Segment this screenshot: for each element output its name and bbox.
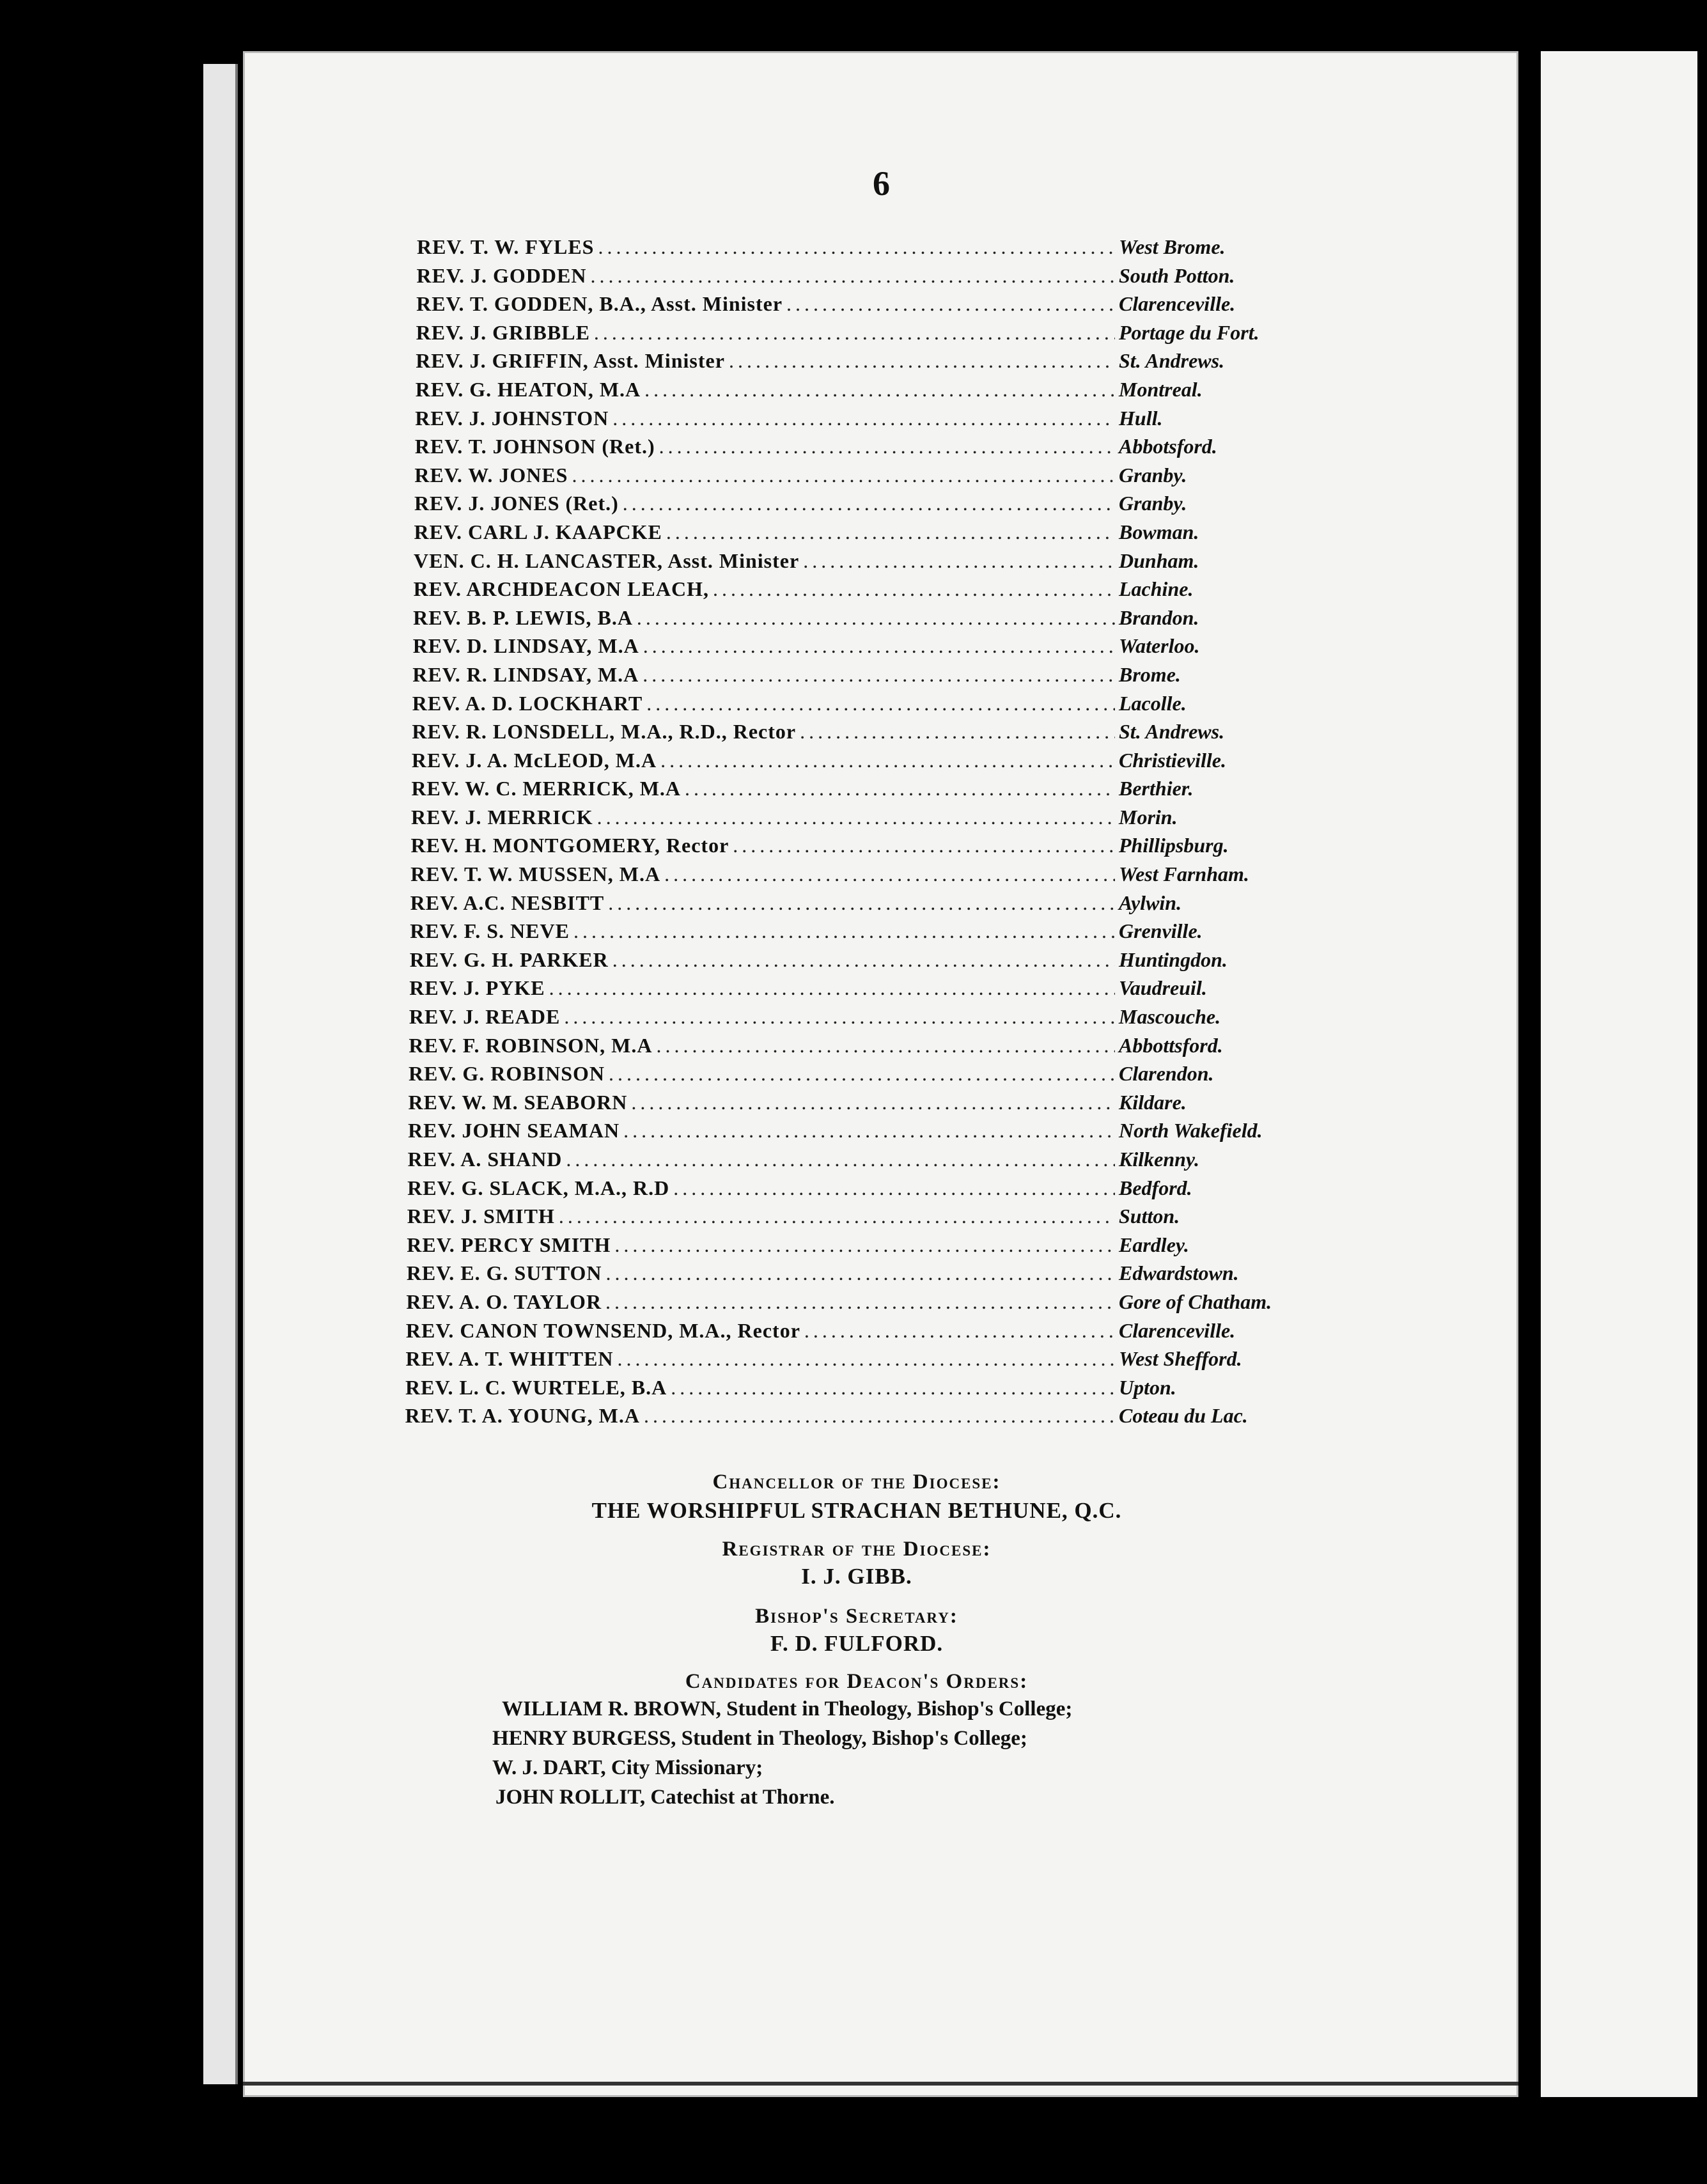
dot-leader bbox=[664, 862, 1115, 886]
clergy-place: Clarendon. bbox=[1119, 1062, 1214, 1086]
clergy-row bbox=[415, 435, 1304, 464]
dot-leader bbox=[713, 577, 1115, 601]
dot-leader bbox=[606, 1261, 1116, 1285]
clergy-name: REV. CARL J. KAAPCKE bbox=[414, 520, 662, 543]
clergy-row bbox=[407, 1176, 1304, 1205]
clergy-row bbox=[414, 520, 1305, 549]
clergy-row bbox=[405, 1347, 1304, 1376]
clergy-place: Edwardstown. bbox=[1119, 1261, 1239, 1285]
clergy-row bbox=[413, 634, 1304, 663]
dot-leader bbox=[605, 1290, 1115, 1314]
clergy-name: REV. F. ROBINSON, M.A bbox=[409, 1033, 653, 1057]
dot-leader bbox=[573, 919, 1115, 943]
clergy-row bbox=[416, 349, 1304, 378]
clergy-row bbox=[406, 1319, 1304, 1348]
dot-leader bbox=[559, 1205, 1115, 1228]
candidates-heading-wrap bbox=[409, 1670, 1304, 1694]
clergy-row bbox=[415, 407, 1304, 435]
clergy-place: Clarenceville. bbox=[1119, 292, 1236, 316]
clergy-name: REV. B. P. LEWIS, B.A bbox=[413, 605, 633, 629]
clergy-row bbox=[408, 1119, 1304, 1148]
clergy-row bbox=[412, 692, 1304, 721]
clergy-place: Brandon. bbox=[1119, 605, 1199, 629]
clergy-row bbox=[412, 749, 1304, 777]
secretary-heading: Bishop's Secretary: bbox=[755, 1605, 958, 1628]
clergy-place: Waterloo. bbox=[1119, 634, 1200, 658]
clergy-row bbox=[410, 948, 1304, 977]
dot-leader bbox=[786, 292, 1115, 316]
dot-leader bbox=[609, 1062, 1115, 1086]
dot-leader bbox=[656, 1034, 1115, 1057]
secretary-name: F. D. FULFORD. bbox=[770, 1631, 944, 1656]
clergy-row bbox=[412, 663, 1304, 692]
previous-page-edge bbox=[203, 64, 238, 2084]
clergy-row bbox=[416, 292, 1304, 321]
clergy-name: REV. G. SLACK, M.A., R.D bbox=[407, 1176, 670, 1199]
clergy-row bbox=[407, 1233, 1304, 1262]
dot-leader bbox=[590, 264, 1115, 288]
clergy-place: Mascouche. bbox=[1119, 1005, 1221, 1029]
clergy-place: Lachine. bbox=[1119, 577, 1194, 601]
clergy-name: REV. PERCY SMITH bbox=[407, 1233, 611, 1256]
clergy-place: Berthier. bbox=[1119, 777, 1194, 800]
dot-leader bbox=[643, 634, 1115, 658]
clergy-name: REV. G. H. PARKER bbox=[409, 948, 609, 971]
clergy-name: REV. L. C. WURTELE, B.A bbox=[405, 1375, 667, 1399]
dot-leader bbox=[612, 948, 1115, 972]
clergy-row bbox=[405, 1404, 1304, 1433]
clergy-place: Bedford. bbox=[1119, 1176, 1192, 1199]
clergy-name: REV. A.C. NESBITT bbox=[410, 891, 605, 914]
dot-leader bbox=[598, 235, 1115, 259]
clergy-name: REV. H. MONTGOMERY, Rector bbox=[410, 834, 729, 857]
dot-leader bbox=[666, 520, 1115, 544]
dot-leader bbox=[660, 749, 1115, 772]
clergy-row bbox=[405, 1376, 1304, 1405]
clergy-row bbox=[414, 464, 1304, 492]
dot-leader bbox=[572, 464, 1115, 487]
dot-leader bbox=[644, 1404, 1115, 1428]
clergy-row bbox=[411, 777, 1304, 806]
clergy-name: REV. J. MERRICK bbox=[411, 805, 593, 829]
clergy-place: Grenville. bbox=[1119, 919, 1203, 943]
clergy-name: REV. T. W. MUSSEN, M.A bbox=[410, 862, 661, 886]
clergy-name: REV. J. GODDEN bbox=[416, 263, 587, 287]
clergy-name: REV. CANON TOWNSEND, M.A., Rector bbox=[405, 1318, 800, 1342]
clergy-place: Brome. bbox=[1119, 662, 1181, 686]
dot-leader bbox=[729, 349, 1115, 373]
next-page-edge bbox=[1541, 51, 1697, 2097]
clergy-name: REV. J. PYKE bbox=[409, 976, 545, 1000]
clergy-place: Montreal. bbox=[1119, 377, 1203, 401]
clergy-name: REV. W. M. SEABORN bbox=[408, 1090, 628, 1114]
clergy-place: Phillipsburg. bbox=[1119, 834, 1229, 857]
clergy-row bbox=[409, 1005, 1304, 1034]
dot-leader bbox=[637, 606, 1115, 630]
clergy-name: REV. T. W. FYLES bbox=[417, 235, 595, 258]
clergy-row bbox=[413, 606, 1304, 635]
dot-leader bbox=[646, 692, 1115, 715]
dot-leader bbox=[623, 492, 1115, 515]
clergy-name: REV. J. SMITH bbox=[407, 1205, 555, 1228]
clergy-place: Christieville. bbox=[1119, 748, 1226, 772]
clergy-name: REV. J. JONES (Ret.) bbox=[414, 492, 619, 515]
clergy-place: Morin. bbox=[1119, 805, 1178, 829]
dot-leader bbox=[673, 1176, 1115, 1200]
clergy-name: REV. R. LONSDELL, M.A., R.D., Rector bbox=[412, 720, 797, 744]
clergy-name: REV. A. D. LOCKHART bbox=[412, 691, 643, 715]
clergy-name: REV. F. S. NEVE bbox=[410, 919, 570, 943]
clergy-name: REV. J. READE bbox=[409, 1005, 561, 1029]
clergy-row bbox=[416, 321, 1304, 350]
clergy-name: REV. A. SHAND bbox=[407, 1148, 563, 1171]
clergy-name: REV. G. ROBINSON bbox=[408, 1062, 605, 1086]
clergy-name: REV. T. GODDEN, B.A., Asst. Minister bbox=[416, 292, 783, 316]
dot-leader bbox=[804, 1319, 1115, 1343]
clergy-place: St. Andrews. bbox=[1119, 349, 1225, 373]
clergy-row bbox=[417, 235, 1304, 264]
dot-leader bbox=[631, 1091, 1115, 1114]
clergy-row bbox=[407, 1205, 1304, 1233]
clergy-place: Portage du Fort. bbox=[1119, 320, 1259, 344]
dot-leader bbox=[614, 1233, 1115, 1257]
clergy-place: Kildare. bbox=[1119, 1090, 1187, 1114]
dot-leader bbox=[623, 1119, 1115, 1143]
clergy-place: Eardley. bbox=[1119, 1233, 1189, 1256]
clergy-name: REV. G. HEATON, M.A bbox=[415, 377, 641, 401]
clergy-place: St. Andrews. bbox=[1119, 720, 1225, 744]
clergy-row bbox=[410, 919, 1304, 948]
dot-leader bbox=[644, 378, 1115, 402]
clergy-row bbox=[408, 1148, 1304, 1176]
page-bottom-rule bbox=[243, 2082, 1518, 2086]
clergy-place: Gore of Chatham. bbox=[1119, 1290, 1272, 1313]
clergy-row bbox=[409, 976, 1304, 1005]
registrar-name: I. J. GIBB. bbox=[801, 1564, 912, 1589]
clergy-name: REV. J. JOHNSTON bbox=[415, 406, 609, 430]
chancellor-name: THE WORSHIPFUL STRACHAN BETHUNE, Q.C. bbox=[591, 1498, 1122, 1523]
clergy-place: Clarenceville. bbox=[1119, 1318, 1236, 1342]
clergy-place: West Farnham. bbox=[1119, 862, 1249, 886]
clergy-name: REV. ARCHDEACON LEACH, bbox=[413, 577, 709, 601]
clergy-place: Sutton. bbox=[1119, 1205, 1180, 1228]
dot-leader bbox=[803, 549, 1115, 573]
clergy-place: Abbotsford. bbox=[1119, 435, 1217, 458]
candidate-line: HENRY BURGESS, Student in Theology, Bishop's College; bbox=[492, 1727, 1027, 1750]
clergy-list bbox=[405, 235, 1304, 1433]
clergy-name: VEN. C. H. LANCASTER, Asst. Minister bbox=[414, 549, 800, 572]
clergy-row bbox=[411, 834, 1304, 862]
clergy-place: Abbottsford. bbox=[1119, 1033, 1223, 1057]
dot-leader bbox=[549, 976, 1115, 1000]
clergy-row bbox=[407, 1261, 1304, 1290]
clergy-place: Hull. bbox=[1119, 406, 1163, 430]
clergy-place: Upton. bbox=[1119, 1375, 1176, 1399]
candidate-line: JOHN ROLLIT, Catechist at Thorne. bbox=[495, 1786, 835, 1809]
clergy-name: REV. W. C. MERRICK, M.A bbox=[411, 777, 681, 800]
candidate-line: W. J. DART, City Missionary; bbox=[492, 1756, 763, 1779]
clergy-place: North Wakefield. bbox=[1119, 1119, 1263, 1143]
clergy-row bbox=[409, 1091, 1305, 1119]
dot-leader bbox=[608, 891, 1115, 915]
clergy-place: Granby. bbox=[1119, 463, 1187, 487]
clergy-row bbox=[417, 264, 1304, 293]
clergy-place: West Shefford. bbox=[1119, 1347, 1242, 1371]
clergy-row bbox=[412, 720, 1304, 749]
clergy-place: Vaudreuil. bbox=[1119, 976, 1207, 1000]
clergy-place: Lacolle. bbox=[1119, 691, 1187, 715]
dot-leader bbox=[597, 806, 1115, 829]
clergy-row bbox=[411, 806, 1304, 834]
registrar-heading: Registrar of the Diocese: bbox=[722, 1538, 992, 1561]
registrar-section bbox=[409, 1538, 1304, 1589]
dot-leader bbox=[685, 777, 1115, 800]
clergy-name: REV. A. T. WHITTEN bbox=[405, 1347, 614, 1371]
clergy-name: REV. R. LINDSAY, M.A bbox=[412, 662, 639, 686]
clergy-row bbox=[414, 492, 1304, 520]
dot-leader bbox=[671, 1376, 1115, 1400]
clergy-row bbox=[406, 1290, 1304, 1319]
clergy-name: REV. J. GRIFFIN, Asst. Minister bbox=[416, 349, 725, 373]
candidates-heading: Candidates for Deacon's Orders: bbox=[685, 1670, 1029, 1693]
candidate-line: WILLIAM R. BROWN, Student in Theology, Bishop's College; bbox=[502, 1697, 1073, 1720]
chancellor-section bbox=[409, 1470, 1304, 1524]
page-number: 6 bbox=[873, 164, 890, 203]
dot-leader bbox=[564, 1005, 1115, 1029]
dot-leader bbox=[612, 407, 1115, 430]
clergy-row bbox=[410, 862, 1304, 891]
dot-leader bbox=[659, 435, 1115, 458]
clergy-row bbox=[410, 891, 1304, 920]
clergy-row bbox=[414, 549, 1304, 578]
clergy-row bbox=[409, 1062, 1304, 1091]
clergy-row bbox=[416, 378, 1304, 407]
dot-leader bbox=[800, 720, 1115, 744]
clergy-place: Granby. bbox=[1119, 492, 1187, 515]
clergy-name: REV. A. O. TAYLOR bbox=[406, 1290, 602, 1313]
dot-leader bbox=[594, 321, 1115, 345]
clergy-place: Dunham. bbox=[1119, 549, 1199, 572]
clergy-name: REV. JOHN SEAMAN bbox=[408, 1119, 620, 1143]
clergy-name: REV. T. A. YOUNG, M.A bbox=[405, 1404, 640, 1428]
clergy-name: REV. E. G. SUTTON bbox=[406, 1261, 602, 1285]
clergy-name: REV. D. LINDSAY, M.A bbox=[412, 634, 639, 658]
clergy-name: REV. J. GRIBBLE bbox=[416, 320, 590, 344]
chancellor-heading: Chancellor of the Diocese: bbox=[712, 1470, 1001, 1494]
clergy-row bbox=[409, 1034, 1304, 1063]
clergy-place: Aylwin. bbox=[1119, 891, 1182, 914]
clergy-name: REV. T. JOHNSON (Ret.) bbox=[414, 435, 655, 458]
clergy-name: REV. W. JONES bbox=[414, 463, 568, 487]
clergy-place: South Potton. bbox=[1119, 263, 1235, 287]
clergy-row bbox=[414, 577, 1304, 606]
clergy-place: Huntingdon. bbox=[1119, 948, 1228, 971]
clergy-place: Coteau du Lac. bbox=[1119, 1404, 1248, 1428]
dot-leader bbox=[643, 663, 1115, 687]
clergy-name: REV. J. A. McLEOD, M.A bbox=[411, 748, 657, 772]
candidates-list bbox=[492, 1697, 1259, 1815]
dot-leader bbox=[733, 834, 1115, 857]
clergy-place: Kilkenny. bbox=[1119, 1148, 1199, 1171]
clergy-place: Bowman. bbox=[1119, 520, 1199, 543]
dot-leader bbox=[566, 1148, 1115, 1171]
dot-leader bbox=[618, 1347, 1115, 1371]
secretary-section bbox=[409, 1605, 1304, 1657]
clergy-place: West Brome. bbox=[1119, 235, 1226, 258]
